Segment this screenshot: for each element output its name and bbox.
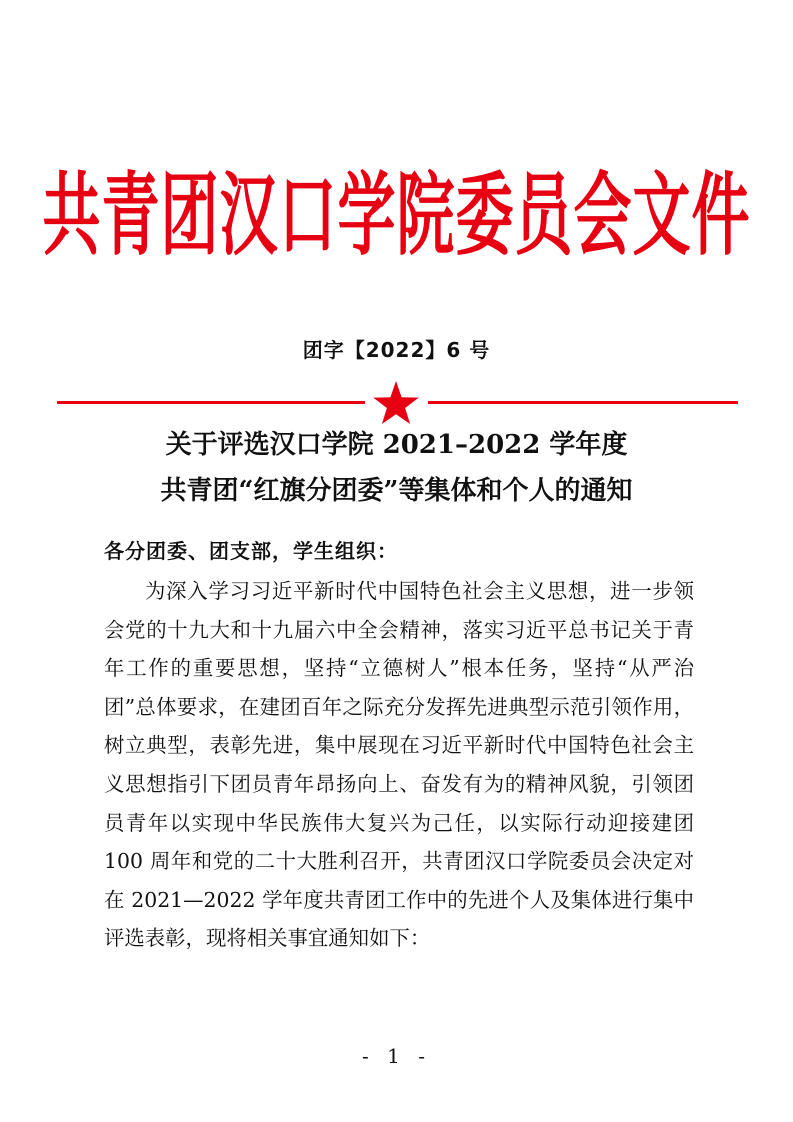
star-icon	[373, 380, 419, 424]
body-line: 树立典型，表彰先进，集中展现在习近平新时代中国特色社会主	[104, 733, 694, 758]
body-line: 团”总体要求，在建团百年之际充分发挥先进典型示范引领作用，	[104, 694, 694, 719]
body-paragraph	[104, 572, 694, 958]
document-number: 团字【2022】6 号	[302, 338, 491, 362]
body-line: 为深入学习习近平新时代中国特色社会主义思想，进一步领	[145, 579, 694, 603]
body-line: 100 周年和党的二十大胜利召开，共青团汉口学院委员会决定对	[104, 849, 694, 874]
salutation: 各分团委、团支部，学生组织：	[104, 539, 398, 563]
body-line: 会党的十九大和十九届六中全会精神，落实习近平总书记关于青	[104, 617, 694, 642]
body-line: 义思想指引下团员青年昂扬向上、奋发有为的精神风貌，引领团	[104, 771, 694, 796]
body-line: 评选表彰，现将相关事宜通知如下：	[104, 926, 431, 951]
document-title-line-2: 共青团“红旗分团委”等集体和个人的通知	[160, 476, 633, 506]
body-line: 员青年以实现中华民族伟大复兴为己任，以实际行动迎接建团	[104, 810, 694, 835]
red-divider-left	[57, 401, 365, 404]
masthead-text: 共青团汉口学院委员会文件	[42, 162, 751, 268]
document-title-line-1: 关于评选汉口学院 2021–2022 学年度	[165, 430, 628, 460]
body-line: 年工作的重要思想，坚持“立德树人”根本任务，坚持“从严治	[104, 656, 694, 681]
document-masthead	[0, 140, 793, 290]
red-divider-right	[428, 401, 738, 404]
body-line: 在 2021—2022 学年度共青团工作中的先进个人及集体进行集中	[104, 887, 694, 912]
page-number: - 1 -	[362, 1044, 431, 1068]
